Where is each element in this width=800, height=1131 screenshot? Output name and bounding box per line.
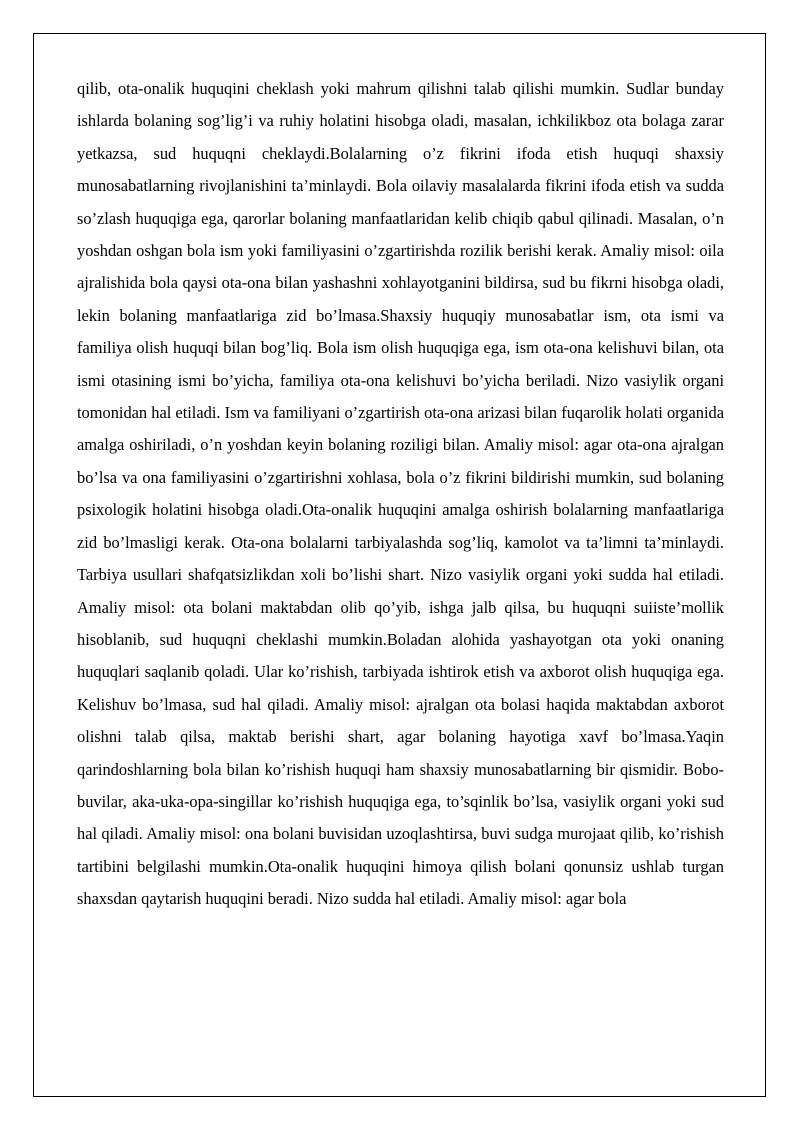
body-paragraph: qilib, ota-onalik huquqini cheklash yoki mahrum qilishni talab qilishi mumkin. Sudlar bunday ishlarda bolaning sog’lig’i va ruhiy holatini hisobga oladi, masalan, ichkilikboz ota bolaga zarar yetkazsa, sud huquqni cheklaydi.Bolalarning o’z fikrini ifoda etish huquqi shaxsiy munosabatlarning rivojlanishini ta’minlaydi. Bola oilaviy masalalarda fikrini ifoda etish va sudda so’zlash huquqiga ega, qarorlar bolaning manfaatlaridan kelib chiqib qabul qilinadi. Masalan, o’n yoshdan oshgan bola ism yoki familiyasini o’zgartirishda rozilik berishi kerak. Amaliy misol: oila ajralishida bola qaysi ota-ona bilan yashashni xohlayotganini bildirsa, sud bu fikrni hisobga oladi, lekin bolaning manfaatlariga zid bo’lmasa.Shaxsiy huquqiy munosabatlar ism, ota ismi va familiya olish huquqi bilan bog’liq. Bola ism olish huquqiga ega, ism ota-ona kelishuvi bilan, ota ismi otasining ismi bo’yicha, familiya ota-ona kelishuvi bo’yicha beriladi. Nizo vasiylik organi tomonidan hal etiladi. Ism va familiyani o’zgartirish ota-ona arizasi bilan fuqarolik holati organida amalga oshiriladi, o’n yoshdan keyin bolaning roziligi bilan. Amaliy misol: agar ota-ona ajralgan bo’lsa va ona familiyasini o’zgartirishni xohlasa, bola o’z fikrini bildirishi mumkin, sud bolaning psixologik holatini hisobga oladi.Ota-onalik huquqini amalga oshirish bolalarning manfaatlariga zid bo’lmasligi kerak. Ota-ona bolalarni tarbiyalashda sog’liq, kamolot va ta’limni ta’minlaydi. Tarbiya usullari shafqatsizlikdan xoli bo’lishi shart. Nizo vasiylik organi yoki sudda hal etiladi. Amaliy misol: ota bolani maktabdan olib qo’yib, ishga jalb qilsa, bu huquqni suiiste’mollik hisoblanib, sud huquqni cheklashi mumkin.Boladan alohida yashayotgan ota yoki onaning huquqlari saqlanib qoladi. Ular ko’rishish, tarbiyada ishtirok etish va axborot olish huquqiga ega. Kelishuv bo’lmasa, sud hal qiladi. Amaliy misol: ajralgan ota bolasi haqida maktabdan axborot olishni talab qilsa, maktab berishi shart, agar bolaning hayotiga xavf bo’lmasa.Yaqin qarindoshlarning bola bilan ko’rishish huquqi ham shaxsiy munosabatlarning bir qismidir. Bobo-buvilar, aka-uka-opa-singillar ko’rishish huquqiga ega, to’sqinlik bo’lsa, vasiylik organi yoki sud hal qiladi. Amaliy misol: ona bolani buvisidan uzoqlashtirsa, buvi sudga murojaat qilib, ko’rishish tartibini belgilashi mumkin.Ota-onalik huquqini himoya qilish bolani qonunsiz ushlab turgan shaxsdan qaytarish huquqini beradi. Nizo sudda hal etiladi. Amaliy misol: agar bola xyxy=(77,79,724,909)
